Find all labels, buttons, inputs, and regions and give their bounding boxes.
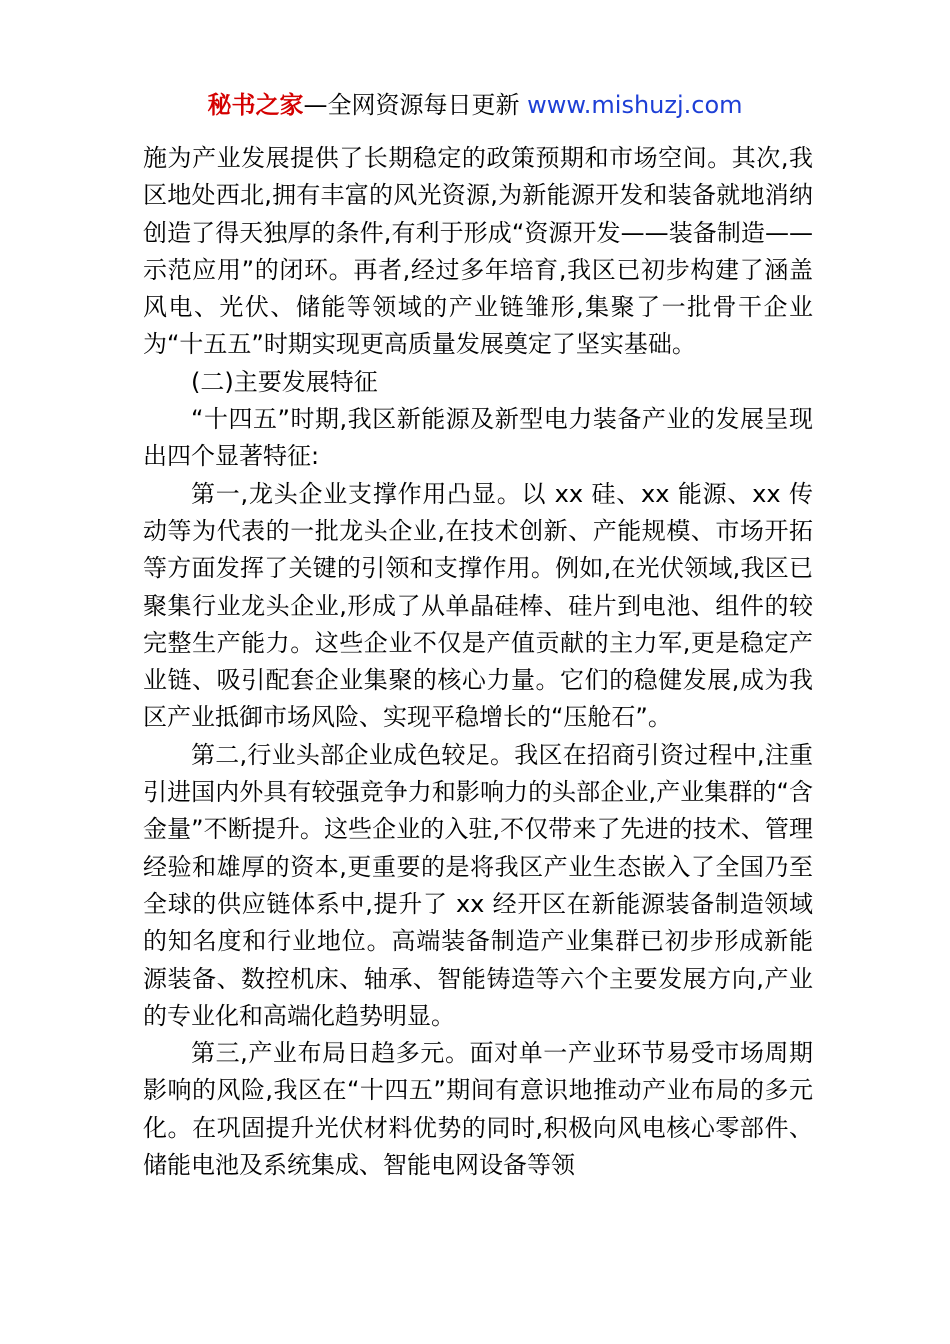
header-brand: 秘书之家 (207, 91, 304, 119)
paragraph: 第三,产业布局日趋多元。面对单一产业环节易受市场周期影响的风险,我区在“十四五”期间有意识地推动产业布局的多元化。在巩固提升光伏材料优势的同时,积极向风电核心零部件、储能电池及系统集成、智能电网设备等领 (143, 1039, 813, 1180)
paragraph: 第一,龙头企业支撑作用凸显。以 xx 硅、xx 能源、xx 传动等为代表的一批龙头企业,在技术创新、产能规模、市场开拓等方面发挥了关键的引领和支撑作用。例如,在光伏领域,我区已聚集行业龙头企业,形成了从单晶硅棒、硅片到电池、组件的较完整生产能力。这些企业不仅是产值贡献的主力军,更是稳定产业链、吸引配套企业集聚的核心力量。它们的稳健发展,成为我区产业抵御市场风险、实现平稳增长的“压舱石”。 (143, 479, 813, 732)
document-body (143, 140, 813, 1184)
paragraph-continued: 施为产业发展提供了长期稳定的政策预期和市场空间。其次,我区地处西北,拥有丰富的风光资源,为新能源开发和装备就地消纳创造了得天独厚的条件,有利于形成“资源开发——装备制造——示范应用”的闭环。再者,经过多年培育,我区已初步构建了涵盖风电、光伏、储能等领域的产业链雏形,集聚了一批骨干企业为“十五五”时期实现更高质量发展奠定了坚实基础。 (143, 144, 813, 359)
header-url[interactable]: www.mishuzj.com (527, 91, 743, 119)
paragraph: 第二,行业头部企业成色较足。我区在招商引资过程中,注重引进国内外具有较强竞争力和影响力的头部企业,产业集群的“含金量”不断提升。这些企业的入驻,不仅带来了先进的技术、管理经验和雄厚的资本,更重要的是将我区产业生态嵌入了全国乃至全球的供应链体系中,提升了 xx 经开区在新能源装备制造领域的知名度和行业地位。高端装备制造产业集群已初步形成新能源装备、数控机床、轴承、智能铸造等六个主要发展方向,产业的专业化和高端化趋势明显。 (143, 740, 813, 1030)
header-slogan: —全网资源每日更新 (303, 91, 528, 119)
page-header (0, 88, 950, 122)
paragraph: “十四五”时期,我区新能源及新型电力装备产业的发展呈现出四个显著特征: (143, 405, 813, 471)
section-heading: (二)主要发展特征 (191, 367, 378, 396)
